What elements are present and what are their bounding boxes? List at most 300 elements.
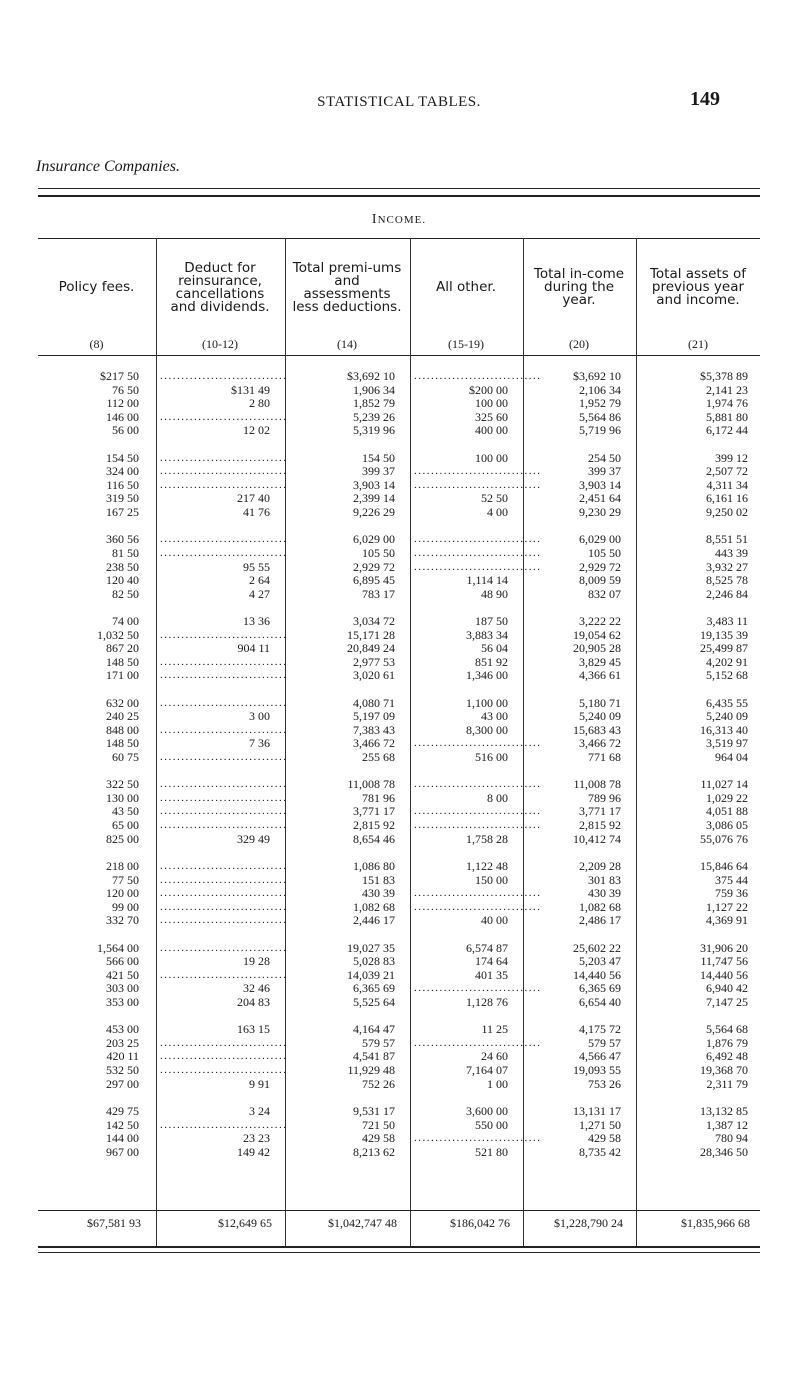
leader-dots: .............................. (414, 465, 542, 478)
table-cell: 154 50 (106, 450, 139, 465)
table-cell: $3,692 10 (573, 369, 621, 383)
table-cell: 5,564 68 (706, 1022, 748, 1037)
table-cell: 8,213 62 (353, 1144, 395, 1159)
table-cell: 8,009 59 (579, 573, 621, 588)
table-cell: 204 83 (237, 994, 270, 1009)
table-cell: 19,135 39 (700, 627, 748, 642)
table-cell: 579 57 (362, 1035, 395, 1050)
table-cell: 521 80 (475, 1144, 508, 1159)
table-cell: 5,719 96 (579, 423, 621, 438)
table-cell: $217 50 (100, 369, 139, 383)
table-cell: 4 27 (249, 586, 270, 601)
table-cell: 848 00 (106, 722, 139, 737)
table-cell: 789 96 (588, 790, 621, 805)
table-cell: 55,076 76 (700, 831, 748, 846)
table-cell: 238 50 (106, 559, 139, 574)
group-spacer (42, 601, 139, 615)
group-spacer (414, 765, 508, 779)
table-cell: 9 91 (249, 1076, 270, 1091)
total-cell: $12,649 65 (218, 1216, 272, 1230)
table-cell: 76 50 (112, 382, 139, 397)
table-cell: 6,029 00 (353, 532, 395, 547)
table-cell: 5,203 47 (579, 954, 621, 969)
table-cell: 3,034 72 (353, 613, 395, 628)
table-cell: 360 56 (106, 532, 139, 547)
column-number: (10-12) (202, 337, 238, 351)
table-cell: 56 04 (481, 641, 508, 656)
leader-dots: .............................. (160, 410, 288, 423)
table-cell: 5,239 26 (353, 409, 395, 424)
column-number: (15-19) (448, 337, 484, 351)
table-cell: 6,654 40 (579, 994, 621, 1009)
table-cell: 421 50 (106, 967, 139, 982)
table-cell: 23 23 (243, 1131, 270, 1146)
table-cell: 1,564 00 (97, 940, 139, 955)
table-cell: 5,564 86 (579, 409, 621, 424)
leader-dots: .............................. (414, 533, 542, 546)
leader-dots: .............................. (160, 873, 288, 886)
table-cell: 430 39 (362, 886, 395, 901)
table-cell: 25,602 22 (573, 940, 621, 955)
leader-dots: .............................. (160, 968, 288, 981)
table-cell: 4,311 34 (706, 477, 748, 492)
table-cell: 218 00 (106, 858, 139, 873)
table-cell: 8,300 00 (466, 722, 508, 737)
table-cell: 56 00 (112, 423, 139, 438)
table-cell: 3,771 17 (353, 804, 395, 819)
column-header: Deduct for reinsurance, cancellations and dividends. (170, 259, 270, 315)
table-cell: 759 36 (715, 886, 748, 901)
table-cell: 1,032 50 (97, 627, 139, 642)
table-cell: 100 00 (475, 396, 508, 411)
table-cell: 429 75 (106, 1103, 139, 1118)
table-cell: 3,903 14 (353, 477, 395, 492)
table-cell: 332 70 (106, 913, 139, 928)
table-cell: 8,525 78 (706, 573, 748, 588)
table-cell: 851 92 (475, 654, 508, 669)
table-cell: 532 50 (106, 1063, 139, 1078)
table-cell: 4,369 91 (706, 913, 748, 928)
table-cell: 146 00 (106, 409, 139, 424)
group-spacer (527, 846, 621, 860)
table-cell: 2,486 17 (579, 913, 621, 928)
group-spacer (527, 928, 621, 942)
table-cell: 77 50 (112, 872, 139, 887)
table-cell: 15,846 64 (700, 858, 748, 873)
group-spacer (289, 601, 395, 615)
table-cell: 303 00 (106, 981, 139, 996)
table-cell: 783 17 (362, 586, 395, 601)
leader-dots: .............................. (160, 1036, 288, 1049)
leader-dots: .............................. (160, 914, 288, 927)
page-header-title: STATISTICAL TABLES. (317, 94, 481, 110)
table-cell: 167 25 (106, 505, 139, 520)
table-cell: 163 15 (237, 1022, 270, 1037)
column-divider (636, 238, 637, 1246)
column-header: Total premi-ums and assessments less deductions. (292, 259, 402, 315)
table-cell: 255 68 (362, 750, 395, 764)
group-spacer (160, 928, 270, 942)
table-cell: 3,829 45 (579, 654, 621, 669)
table-cell: 105 50 (362, 545, 395, 560)
data-column (527, 370, 621, 1159)
group-spacer (160, 683, 270, 697)
group-spacer (640, 520, 748, 534)
table-cell: 11,929 48 (347, 1063, 395, 1078)
table-cell: 632 00 (106, 695, 139, 710)
group-spacer (640, 1091, 748, 1105)
group-spacer (289, 520, 395, 534)
page-number: 149 (690, 88, 720, 110)
table-cell: 13,131 17 (573, 1103, 621, 1118)
leader-dots: .............................. (160, 791, 288, 804)
table-cell: 254 50 (588, 450, 621, 465)
column-header: Total assets of previous year and income. (649, 266, 747, 308)
table-cell: 550 00 (475, 1117, 508, 1132)
table-cell: 1,122 48 (466, 858, 508, 873)
table-cell: 3,932 27 (706, 559, 748, 574)
table-cell: 6,574 87 (466, 940, 508, 955)
table-cell: 1,127 22 (706, 899, 748, 914)
group-spacer (42, 438, 139, 452)
table-cell: 11,008 78 (573, 777, 621, 792)
group-spacer (289, 438, 395, 452)
table-cell: 40 00 (481, 913, 508, 928)
group-spacer (527, 683, 621, 697)
leader-dots: .............................. (160, 751, 288, 763)
leader-dots: .............................. (160, 696, 288, 709)
table-cell: 4,051 88 (706, 804, 748, 819)
table-cell: 6,435 55 (706, 695, 748, 710)
group-spacer (640, 601, 748, 615)
table-cell: 516 00 (475, 750, 508, 764)
table-cell: 753 26 (588, 1076, 621, 1091)
table-cell: 6,895 45 (353, 573, 395, 588)
header-bottom-rule (38, 355, 760, 356)
column-divider (156, 238, 157, 1246)
group-spacer (42, 520, 139, 534)
table-cell: 4,202 91 (706, 654, 748, 669)
table-cell: 130 00 (106, 790, 139, 805)
leader-dots: .............................. (160, 900, 288, 913)
group-spacer (414, 1091, 508, 1105)
table-cell: 203 25 (106, 1035, 139, 1050)
table-cell: 579 57 (588, 1035, 621, 1050)
table-cell: 3,483 11 (706, 613, 748, 628)
table-cell: 3,222 22 (579, 613, 621, 628)
table-cell: 5,197 09 (353, 709, 395, 724)
table-cell: 781 96 (362, 790, 395, 805)
page-subtitle: Insurance Companies. (36, 158, 180, 175)
table-cell: 95 55 (243, 559, 270, 574)
table-cell: 5,319 96 (353, 423, 395, 438)
leader-dots: .............................. (414, 560, 542, 573)
table-cell: 81 50 (112, 545, 139, 560)
table-cell: 14,440 56 (573, 967, 621, 982)
leader-dots: .............................. (414, 900, 542, 913)
table-cell: 52 50 (481, 491, 508, 506)
table-cell: 148 50 (106, 736, 139, 751)
leader-dots: .............................. (160, 1050, 288, 1063)
leader-dots: .............................. (160, 778, 288, 791)
group-spacer (160, 846, 270, 860)
table-cell: 2 64 (249, 573, 270, 588)
table-cell: 28,346 50 (700, 1144, 748, 1159)
table-cell: 6,365 69 (353, 981, 395, 996)
table-cell: 1,852 79 (353, 396, 395, 411)
table-cell: 1,128 76 (466, 994, 508, 1009)
table-cell: 1,974 76 (706, 396, 748, 411)
table-cell: 2,311 79 (706, 1076, 748, 1091)
table-cell: 19 28 (243, 954, 270, 969)
leader-dots: .............................. (414, 887, 542, 900)
table-cell: 19,054 62 (573, 627, 621, 642)
table-cell: 1,952 79 (579, 396, 621, 411)
table-cell: 149 42 (237, 1144, 270, 1159)
table-cell: 301 83 (588, 872, 621, 887)
group-spacer (160, 601, 270, 615)
table-cell: $3,692 10 (347, 369, 395, 383)
column-header: Total in-come during the year. (533, 266, 625, 308)
group-spacer (527, 1091, 621, 1105)
table-cell: 2,451 64 (579, 491, 621, 506)
leader-dots: .............................. (160, 465, 288, 478)
table-cell: 780 94 (715, 1131, 748, 1146)
leader-dots: .............................. (414, 1036, 542, 1049)
table-cell: 32 46 (243, 981, 270, 996)
leader-dots: .............................. (414, 478, 542, 491)
group-spacer (289, 846, 395, 860)
table-cell: 150 00 (475, 872, 508, 887)
table-cell: 19,093 55 (573, 1063, 621, 1078)
column-divider (285, 238, 286, 1246)
table-cell: 20,849 24 (347, 641, 395, 656)
table-cell: 3 24 (249, 1103, 270, 1118)
group-spacer (289, 1091, 395, 1105)
leader-dots: .............................. (160, 887, 288, 900)
total-cell: $67,581 93 (87, 1216, 141, 1230)
table-cell: 1,876 79 (706, 1035, 748, 1050)
table-cell: 105 50 (588, 545, 621, 560)
table-cell: 116 50 (106, 477, 139, 492)
table-cell: 6,172 44 (706, 423, 748, 438)
column-number: (8) (89, 337, 104, 351)
table-cell: 1,082 68 (353, 899, 395, 914)
table-cell: 399 37 (588, 464, 621, 479)
table-cell: 14,039 21 (347, 967, 395, 982)
table-cell: 2,815 92 (579, 818, 621, 833)
group-spacer (42, 683, 139, 697)
table-cell: 7 36 (249, 736, 270, 751)
table-cell: 566 00 (106, 954, 139, 969)
table-cell: 2 80 (249, 396, 270, 411)
table-cell: 867 20 (106, 641, 139, 656)
table-cell: 6,161 16 (706, 491, 748, 506)
leader-dots: .............................. (160, 805, 288, 818)
leader-dots: .............................. (160, 723, 288, 736)
data-column (289, 370, 395, 1159)
table-cell: 13 36 (243, 613, 270, 628)
group-spacer (640, 846, 748, 860)
table-cell: 1,086 80 (353, 858, 395, 873)
group-spacer (414, 1010, 508, 1024)
table-cell: 399 12 (715, 450, 748, 465)
table-cell: 3,771 17 (579, 804, 621, 819)
table-cell: 2,399 14 (353, 491, 395, 506)
table-cell: 41 76 (243, 505, 270, 520)
table-cell: 322 50 (106, 777, 139, 792)
table-cell: 5,240 09 (579, 709, 621, 724)
table-cell: $200 00 (469, 382, 508, 397)
table-cell: 9,226 29 (353, 505, 395, 520)
table-cell: 5,152 68 (706, 668, 748, 683)
table-cell: 144 00 (106, 1131, 139, 1146)
table-cell: 904 11 (237, 641, 270, 656)
table-cell: 154 50 (362, 450, 395, 465)
group-spacer (527, 520, 621, 534)
column-number: (21) (688, 337, 708, 351)
group-spacer (414, 438, 508, 452)
table-cell: 174 64 (475, 954, 508, 969)
table-cell: 1 00 (487, 1076, 508, 1091)
table-cell: 3,020 61 (353, 668, 395, 683)
leader-dots: .............................. (160, 546, 288, 559)
table-cell: 2,929 72 (579, 559, 621, 574)
group-spacer (527, 601, 621, 615)
table-cell: 82 50 (112, 586, 139, 601)
table-cell: 3,519 97 (706, 736, 748, 751)
table-cell: 752 26 (362, 1076, 395, 1091)
group-spacer (527, 765, 621, 779)
table-cell: 4,080 71 (353, 695, 395, 710)
leader-dots: .............................. (414, 805, 542, 818)
table-cell: 6,940 42 (706, 981, 748, 996)
group-spacer (640, 765, 748, 779)
table-cell: 2,815 92 (353, 818, 395, 833)
table-cell: 16,313 40 (700, 722, 748, 737)
table-cell: 453 00 (106, 1022, 139, 1037)
group-spacer (414, 928, 508, 942)
table-cell: 31,906 20 (700, 940, 748, 955)
table-cell: 14,440 56 (700, 967, 748, 982)
table-cell: 24 60 (481, 1049, 508, 1064)
table-cell: 8,551 51 (706, 532, 748, 547)
table-cell: 771 68 (588, 750, 621, 764)
group-spacer (289, 1010, 395, 1024)
table-cell: 3,466 72 (353, 736, 395, 751)
group-spacer (414, 601, 508, 615)
column-header: All other. (435, 279, 497, 295)
table-cell: 8,654 46 (353, 831, 395, 846)
column-number: (20) (569, 337, 589, 351)
table-cell: 6,365 69 (579, 981, 621, 996)
group-spacer (414, 846, 508, 860)
leader-dots: .............................. (160, 859, 288, 872)
table-cell: 43 50 (112, 804, 139, 819)
table-cell: 429 58 (588, 1131, 621, 1146)
table-cell: 319 50 (106, 491, 139, 506)
group-spacer (414, 520, 508, 534)
leader-dots: .............................. (160, 533, 288, 546)
table-cell: 7,383 43 (353, 722, 395, 737)
leader-dots: .............................. (160, 669, 288, 682)
table-cell: 3,600 00 (466, 1103, 508, 1118)
bottom-rule-1 (38, 1246, 760, 1248)
table-cell: 120 40 (106, 573, 139, 588)
table-cell: 148 50 (106, 654, 139, 669)
table-cell: 1,758 28 (466, 831, 508, 846)
group-spacer (42, 1091, 139, 1105)
table-cell: 329 49 (237, 831, 270, 846)
total-cell: $1,042,747 48 (328, 1216, 397, 1230)
table-cell: 8,735 42 (579, 1144, 621, 1159)
table-cell: 9,230 29 (579, 505, 621, 520)
table-cell: 832 07 (588, 586, 621, 601)
table-cell: 112 00 (106, 396, 139, 411)
table-cell: 25,499 87 (700, 641, 748, 656)
total-cell: $1,228,790 24 (554, 1216, 623, 1230)
table-cell: 1,082 68 (579, 899, 621, 914)
leader-dots: .............................. (160, 819, 288, 832)
table-cell: 1,906 34 (353, 382, 395, 397)
leader-dots: .............................. (414, 778, 542, 791)
table-cell: 5,180 71 (579, 695, 621, 710)
table-cell: 187 50 (475, 613, 508, 628)
group-spacer (160, 765, 270, 779)
table-cell: 13,132 85 (700, 1103, 748, 1118)
table-cell: 100 00 (475, 450, 508, 465)
group-spacer (640, 928, 748, 942)
group-spacer (640, 683, 748, 697)
table-cell: 297 00 (106, 1076, 139, 1091)
group-spacer (160, 1091, 270, 1105)
table-cell: 5,028 83 (353, 954, 395, 969)
table-cell: 1,100 00 (466, 695, 508, 710)
table-cell: 11,027 14 (700, 777, 748, 792)
table-cell: 825 00 (106, 831, 139, 846)
group-spacer (289, 765, 395, 779)
table-cell: 1,271 50 (579, 1117, 621, 1132)
table-cell: 1,029 22 (706, 790, 748, 805)
table-cell: 324 00 (106, 464, 139, 479)
leader-dots: .............................. (160, 655, 288, 668)
table-cell: 1,387 12 (706, 1117, 748, 1132)
group-spacer (42, 928, 139, 942)
group-spacer (160, 520, 270, 534)
table-cell: 399 37 (362, 464, 395, 479)
leader-dots: .............................. (160, 1064, 288, 1077)
total-cell: $186,042 76 (450, 1216, 510, 1230)
leader-dots: .............................. (414, 1132, 542, 1145)
table-cell: 11 25 (481, 1022, 508, 1037)
table-cell: 7,147 25 (706, 994, 748, 1009)
table-cell: 9,531 17 (353, 1103, 395, 1118)
table-cell: 99 00 (112, 899, 139, 914)
leader-dots: .............................. (414, 546, 542, 559)
table-cell: 2,507 72 (706, 464, 748, 479)
table-cell: 10,412 74 (573, 831, 621, 846)
totals-top-rule (38, 1210, 760, 1211)
table-cell: 430 39 (588, 886, 621, 901)
leader-dots: .............................. (160, 451, 288, 464)
data-column (414, 370, 542, 1159)
table-cell: 400 00 (475, 423, 508, 438)
table-cell: 20,905 28 (573, 641, 621, 656)
leader-dots: .............................. (160, 370, 288, 382)
table-cell: 5,240 09 (706, 709, 748, 724)
table-cell: $5,378 89 (700, 369, 748, 383)
leader-dots: .............................. (160, 478, 288, 491)
